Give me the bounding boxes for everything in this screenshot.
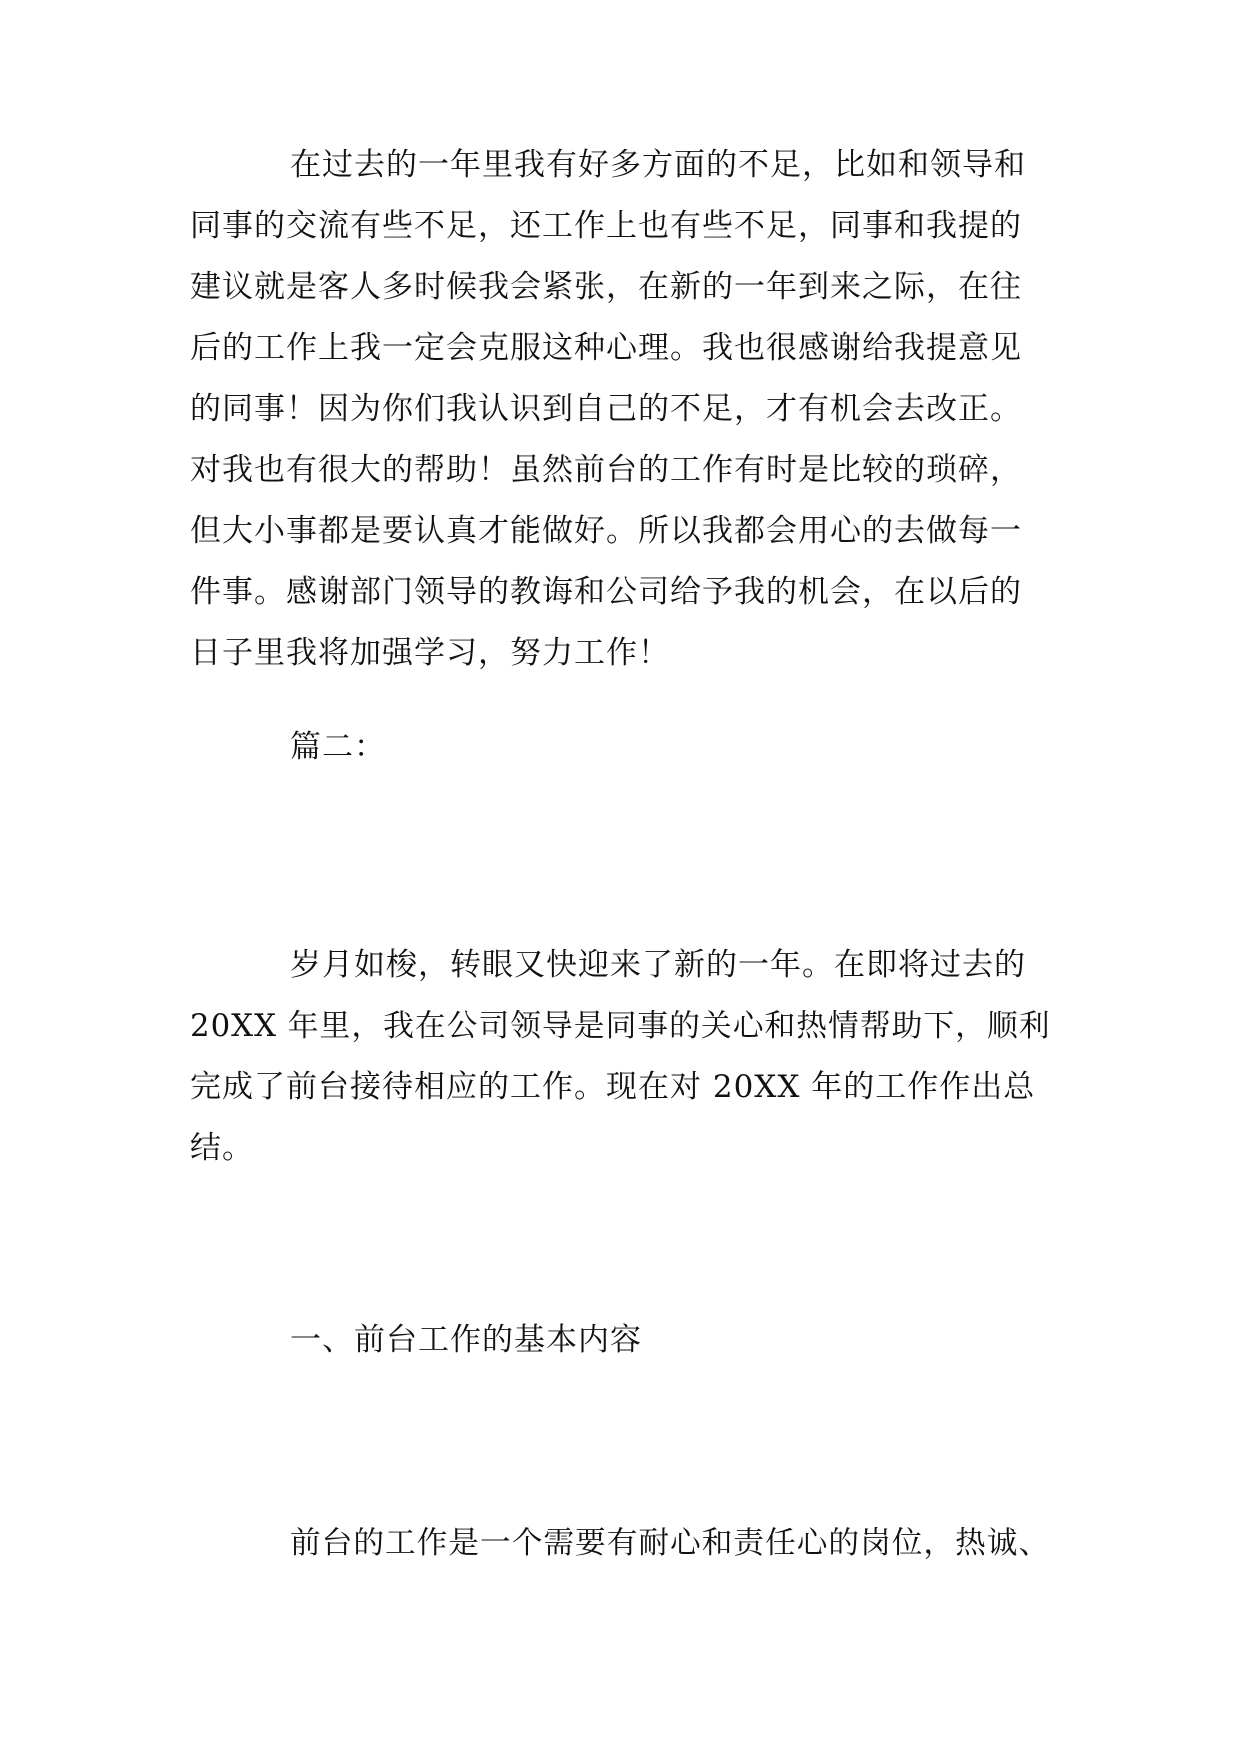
section-heading-1 [190,1310,1050,1371]
paragraph-2 [190,935,1050,1179]
paragraph-line: 20XX 年里，我在公司领导是同事的关心和热情帮助下，顺利 [190,1008,1051,1044]
paragraph-line: 日子里我将加强学习，努力工作！ [190,635,670,671]
paragraph-line: 但大小事都是要认真才能做好。所以我都会用心的去做每一 [190,513,1022,549]
paragraph-line: 岁月如梭，转眼又快迎来了新的一年。在即将过去的 [290,947,1026,983]
paragraph-line: 后的工作上我一定会克服这种心理。我也很感谢给我提意见 [190,330,1022,366]
paragraph-line: 完成了前台接待相应的工作。现在对 20XX 年的工作作出总 [190,1069,1036,1105]
paragraph-3 [190,1513,1050,1574]
paragraph-line: 结。 [190,1130,254,1166]
paragraph-line: 对我也有很大的帮助！虽然前台的工作有时是比较的琐碎， [190,452,1022,488]
heading-text: 篇二： [290,729,386,765]
paragraph-line: 建议就是客人多时候我会紧张，在新的一年到来之际，在往 [190,269,1022,305]
heading-text: 一、前台工作的基本内容 [290,1322,642,1358]
paragraph-line: 同事的交流有些不足，还工作上也有些不足，同事和我提的 [190,208,1022,244]
paragraph-line: 在过去的一年里我有好多方面的不足，比如和领导和 [290,147,1026,183]
paragraph-line: 前台的工作是一个需要有耐心和责任心的岗位，热诚、 [290,1526,1051,1561]
section-heading-part2 [190,717,1050,778]
paragraph-line: 的同事！因为你们我认识到自己的不足，才有机会去改正。 [190,391,1022,427]
paragraph-line: 件事。感谢部门领导的教诲和公司给予我的机会，在以后的 [190,574,1022,610]
paragraph-1 [190,135,1050,684]
